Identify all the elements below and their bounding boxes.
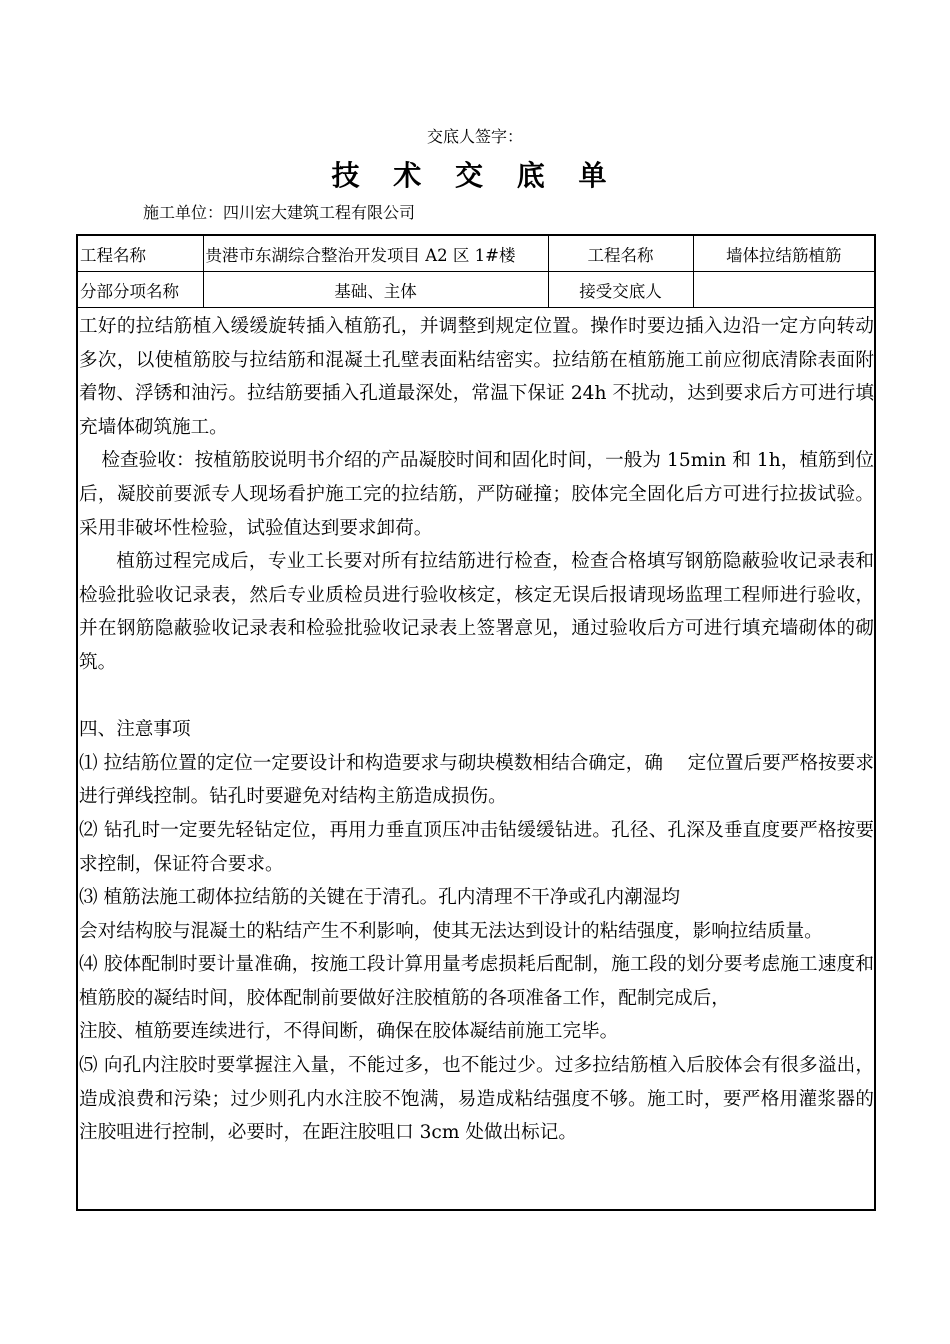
list-item: ⑴ 拉结筋位置的定位一定要设计和构造要求与砌块模数相结合确定，确 定位置后要严格按要求进行弹线控制。钻孔时要避免对结构主筋造成损伤。 xyxy=(79,752,874,808)
construction-unit: 施工单位：四川宏大建筑工程有限公司 xyxy=(143,203,416,222)
list-item: ⑵ 钻孔时一定要先轻钻定位，再用力垂直顶压冲击钻缓缓钻进。孔径、孔深及垂直度要严格按要求控制，保证符合要求。 xyxy=(79,819,874,875)
table-row xyxy=(78,272,874,308)
paragraph: 植筋过程完成后，专业工长要对所有拉结筋进行检查，检查合格填写钢筋隐蔽验收记录表和检验批验收记录表，然后专业质检员进行验收核定，核定无误后报请现场监理工程师进行验收，并在钢筋隐蔽验收记录表和检验批验收记录表上签署意见，通过验收后方可进行填充墙砌体的砌筑。 xyxy=(79,551,874,673)
list-item: ⑶ 植筋法施工砌体拉结筋的关键在于清孔。孔内清理不干净或孔内潮湿均 xyxy=(79,887,680,909)
division-value: 基础、主体 xyxy=(203,272,548,308)
list-item: ⑷ 胶体配制时要计量准确，按施工段计算用量考虑损耗后配制，施工段的划分要考虑施工速度和植筋胶的凝结时间，胶体配制前要做好注胶植筋的各项准备工作，配制完成后， xyxy=(79,954,874,1009)
info-table xyxy=(78,236,874,308)
disclosure-content xyxy=(78,308,874,1150)
page-title: 技 术 交 底 单 xyxy=(331,159,619,192)
paragraph: 检查验收：按植筋胶说明书介绍的产品凝胶时间和固化时间，一般为 15min 和 1h，植筋到位后，凝胶前要派专人现场看护施工完的拉结筋，严防碰撞；胶体完全固化后方可进行拉拔试验。采用非破坏性检验，试验值达到要求卸荷。 xyxy=(79,450,874,539)
signature-label: 交底人签字： xyxy=(426,127,523,146)
blank-line xyxy=(79,680,874,714)
project-name-label: 工程名称 xyxy=(78,236,203,272)
project-name-value: 贵港市东湖综合整治开发项目 A2 区 1#楼 xyxy=(203,236,548,272)
list-item: ⑸ 向孔内注胶时要掌握注入量，不能过多，也不能过少。过多拉结筋植入后胶体会有很多溢出，造成浪费和污染；过少则孔内水注胶不饱满，易造成粘结强度不够。施工时，要严格用灌浆器的注胶咀进行控制，必要时，在距注胶咀口 3cm 处做出标记。 xyxy=(79,1055,874,1144)
section-title: 四、注意事项 xyxy=(79,719,191,741)
receiver-value xyxy=(693,272,874,308)
table-row xyxy=(78,236,874,272)
work-name-value: 墙体拉结筋植筋 xyxy=(693,236,874,272)
work-name-label: 工程名称 xyxy=(548,236,693,272)
list-item-continuation: 会对结构胶与混凝土的粘结产生不利影响，使其无法达到设计的粘结强度，影响拉结质量。 xyxy=(79,920,823,942)
disclosure-form xyxy=(76,234,876,1211)
paragraph: 工好的拉结筋植入缓缓旋转插入植筋孔，并调整到规定位置。操作时要边插入边沿一定方向转动多次，以使植筋胶与拉结筋和混凝土孔壁表面粘结密实。拉结筋在植筋施工前应彻底清除表面附着物、浮锈和油污。拉结筋要插入孔道最深处，常温下保证 24h 不扰动，达到要求后方可进行填充墙体砌筑施工。 xyxy=(79,316,874,438)
list-item-continuation: 注胶、植筋要连续进行，不得间断，确保在胶体凝结前施工完毕。 xyxy=(79,1021,619,1043)
receiver-label: 接受交底人 xyxy=(548,272,693,308)
division-label: 分部分项名称 xyxy=(78,272,203,308)
